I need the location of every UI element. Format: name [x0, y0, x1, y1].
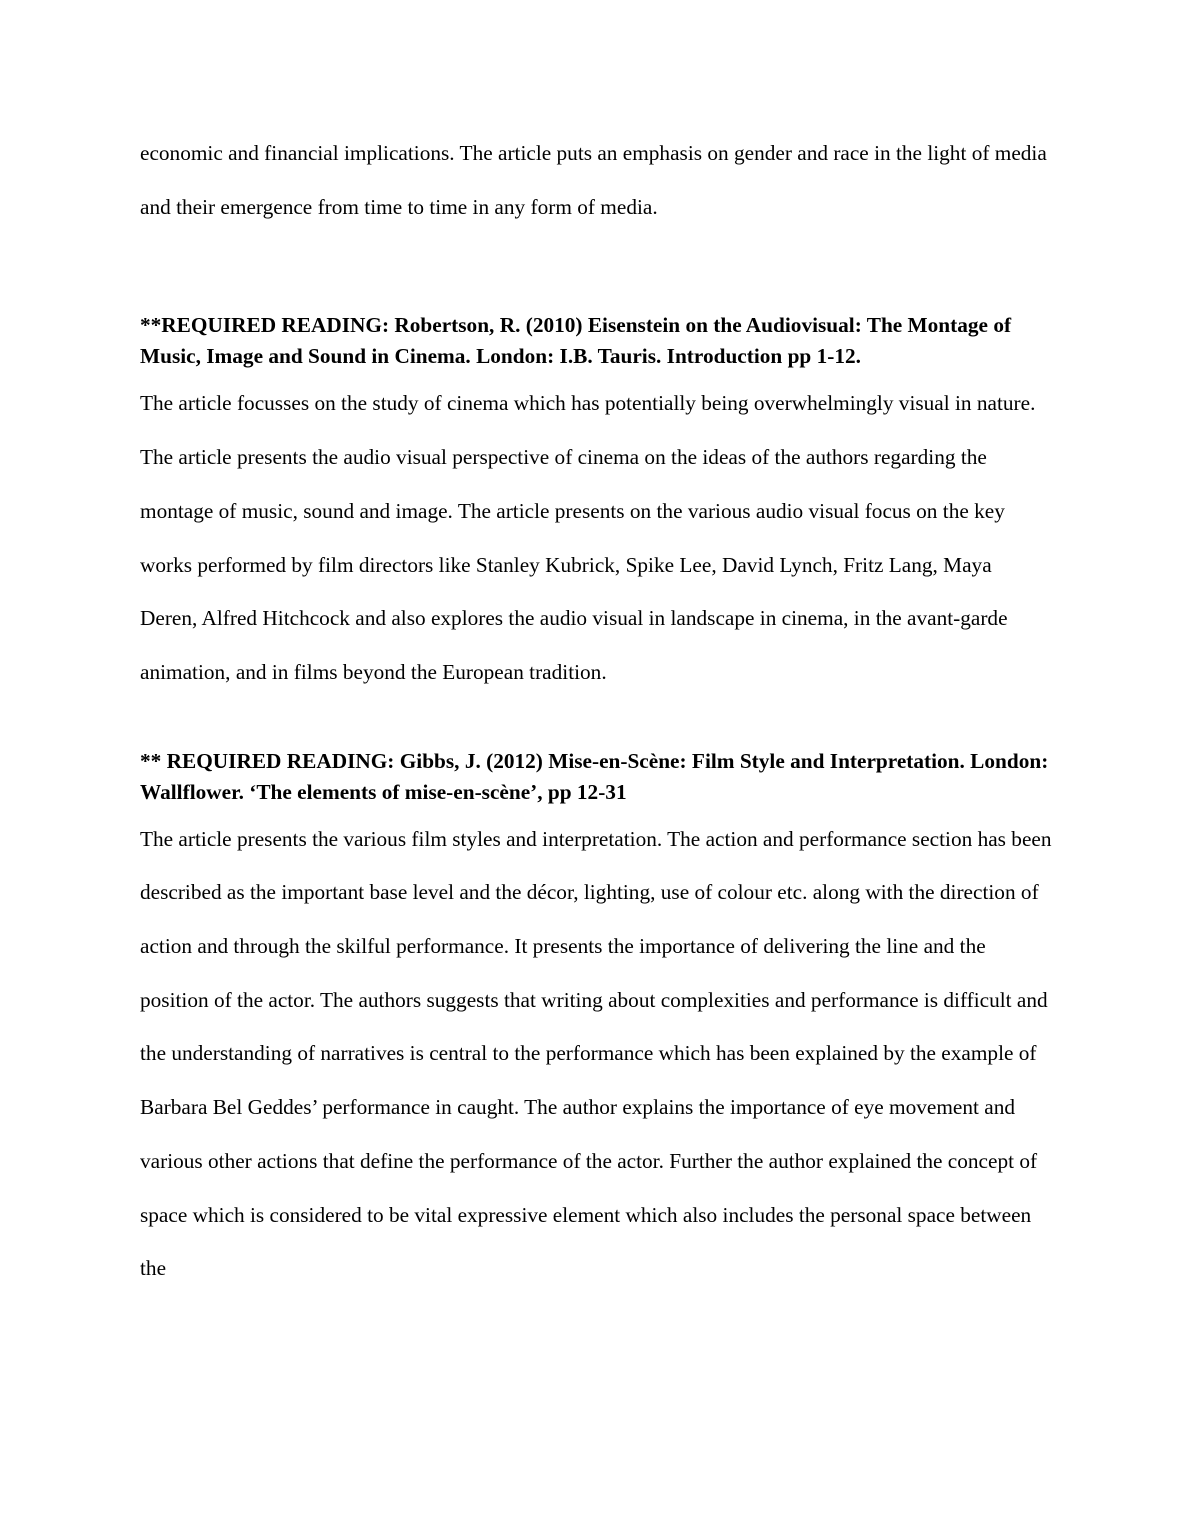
page-content — [140, 127, 1052, 1296]
section-heading-robertson: **REQUIRED READING: Robertson, R. (2010) Eisenstein on the Audiovisual: The Montage of Music, Image and Sound in Cinema. London: I.B. Tauris. Introduction pp 1-12. — [140, 313, 1012, 369]
section-body-robertson: The article focusses on the study of cinema which has potentially being overwhelmingly visual in nature. The article presents the audio visual perspective of cinema on the ideas of the authors regarding the montage of music, sound and image. The article presents on the various audio visual focus on the key works performed by film directors like Stanley Kubrick, Spike Lee, David Lynch, Fritz Lang, Maya Deren, Alfred Hitchcock and also explores the audio visual in landscape in cinema, in the avant-garde animation, and in films beyond the European tradition. — [140, 391, 1036, 684]
section-heading-gibbs: ** REQUIRED READING: Gibbs, J. (2012) Mise-en-Scène: Film Style and Interpretation. London: Wallflower. ‘The elements of mise-en-scène’, pp 12-31 — [140, 748, 1049, 804]
section-body-gibbs: The article presents the various film styles and interpretation. The action and performance section has been described as the important base level and the décor, lighting, use of colour etc. along with the direction of action and through the skilful performance. It presents the importance of delivering the line and the position of the actor. The authors suggests that writing about complexities and performance is difficult and the understanding of narratives is central to the performance which has been explained by the example of Barbara Bel Geddes’ performance in caught. The author explains the importance of eye movement and various other actions that define the performance of the actor. Further the author explained the concept of space which is considered to be vital expressive element which also includes the personal space between the — [140, 826, 1052, 1281]
intro-paragraph: economic and financial implications. The article puts an emphasis on gender and race in the light of media and their emergence from time to time in any form of media. — [140, 141, 1047, 219]
